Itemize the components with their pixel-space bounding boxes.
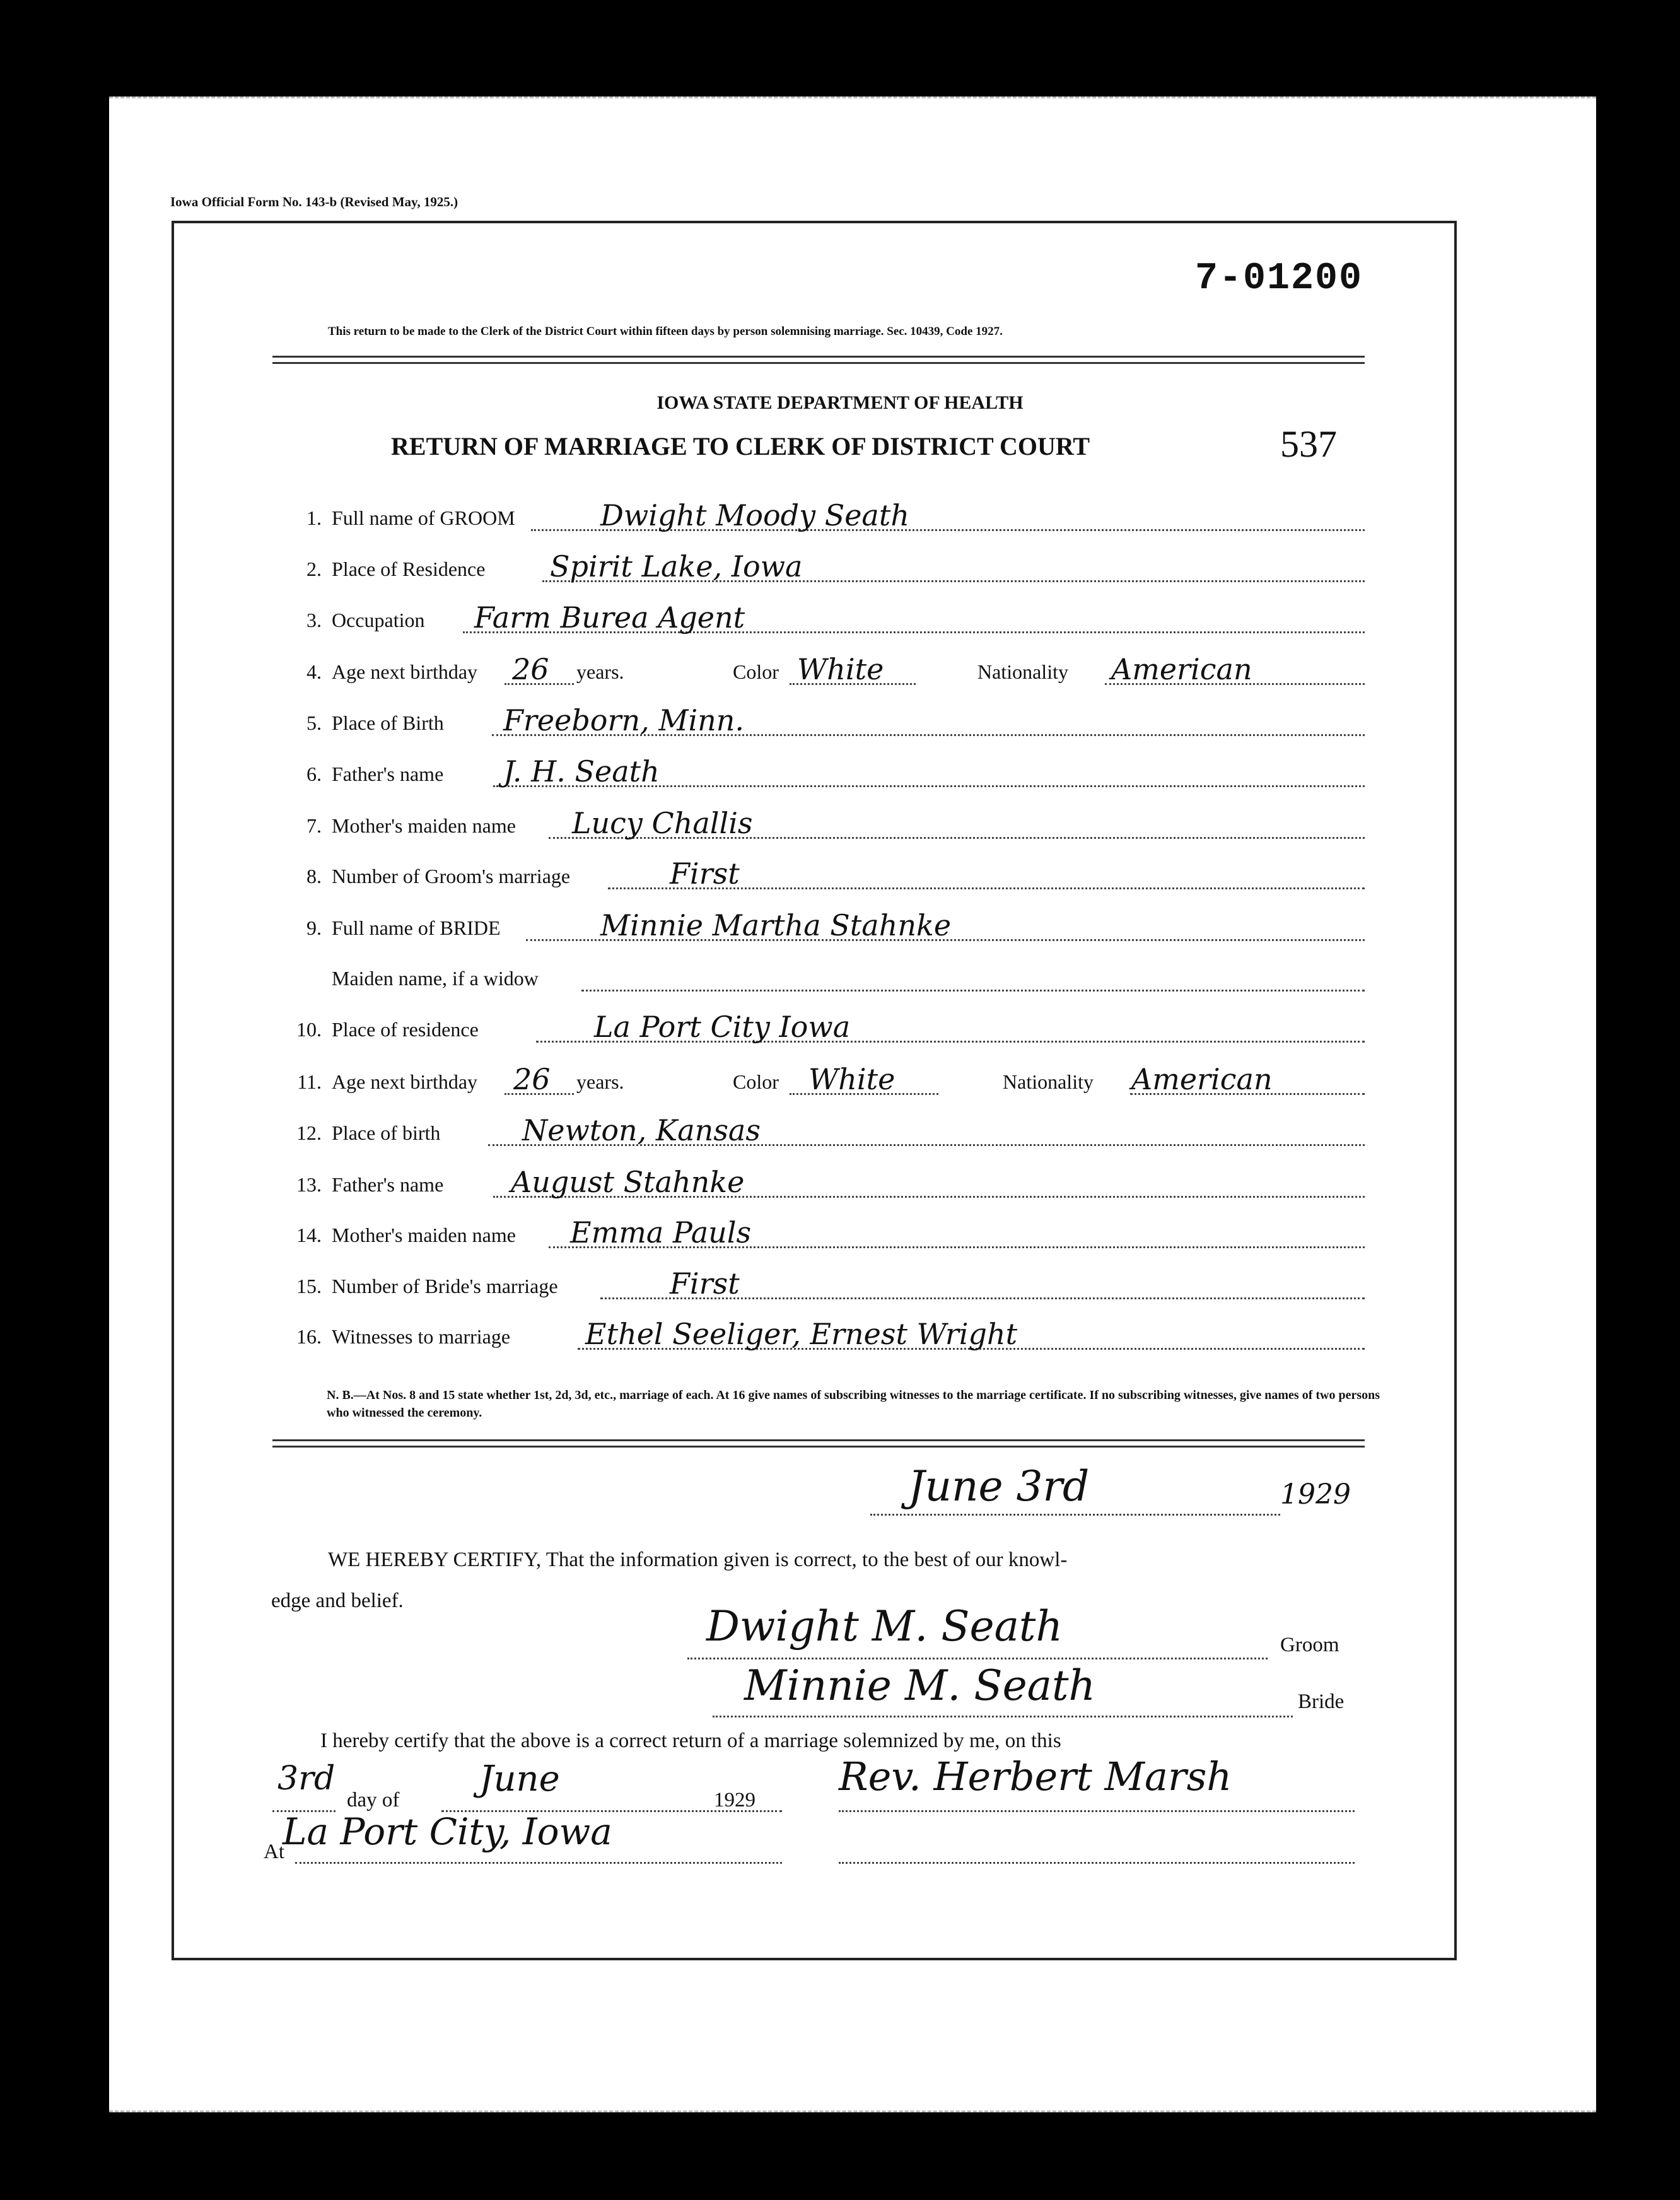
bride-name-value: Minnie Martha Stahnke <box>600 908 952 942</box>
divider-line <box>272 1439 1365 1441</box>
day-of-label: day of <box>347 1789 400 1811</box>
solemnized-year: 1929 <box>714 1789 755 1811</box>
bride-color-value: White <box>808 1062 895 1096</box>
form-number: Iowa Official Form No. 143-b (Revised May, 1925.) <box>170 194 458 209</box>
field-bride-birthplace: 12. Place of birth Newton, Kansas <box>285 1113 1365 1151</box>
divider-line <box>272 1446 1365 1448</box>
date-year: 1929 <box>1280 1478 1351 1511</box>
bride-age-value: 26 <box>513 1062 551 1096</box>
nb-note: N. B.—At Nos. 8 and 15 state whether 1st, 2d, 3d, etc., marriage of each. At 16 give names of subscribing witnesses to the marriage certificate. If no subscribing witnesses, give names of two persons who witnessed the ceremony. <box>327 1388 1380 1420</box>
registration-number: 7-01200 <box>1195 257 1363 300</box>
bride-father-value: August Stahnke <box>511 1165 745 1199</box>
field-groom-mother: 7. Mother's maiden name Lucy Challis <box>285 806 1365 844</box>
divider-line <box>272 356 1365 358</box>
bride-signature: Minnie M. Seath <box>744 1661 1096 1710</box>
bride-nationality-value: American <box>1131 1062 1273 1096</box>
department-heading: IOWA STATE DEPARTMENT OF HEALTH <box>656 392 1024 413</box>
groom-signature: Dwight M. Seath <box>706 1602 1063 1651</box>
at-label: At <box>264 1840 284 1863</box>
filing-notice: This return to be made to the Clerk of the District Court within fifteen days by person solemnising marriage. Sec. 10439, Code 1927. <box>328 325 1003 338</box>
groom-nationality-value: American <box>1111 652 1252 686</box>
certify-text-continued: edge and belief. <box>271 1589 404 1612</box>
form-title: RETURN OF MARRIAGE TO CLERK OF DISTRICT COURT <box>391 432 1090 460</box>
groom-name-value: Dwight Moody Seath <box>600 498 909 532</box>
groom-mother-value: Lucy Challis <box>572 806 753 840</box>
certificate-number: 537 <box>1280 423 1337 465</box>
groom-marriage-number-value: First <box>670 857 740 891</box>
field-groom-father: 6. Father's name J. H. Seath <box>285 754 1365 792</box>
field-bride-mother: 14. Mother's maiden name Emma Pauls <box>285 1215 1365 1253</box>
field-groom-age: 4. Age next birthday 26 years. Color White Nationality American <box>285 652 1365 690</box>
field-bride-name: 9. Full name of BRIDE Minnie Martha Stahnke <box>285 908 1365 946</box>
bride-signature-label: Bride <box>1298 1690 1345 1713</box>
groom-color-value: White <box>797 652 884 686</box>
field-bride-father: 13. Father's name August Stahnke <box>285 1165 1365 1203</box>
field-groom-name: 1. Full name of GROOM Dwight Moody Seath <box>285 498 1365 536</box>
certify-text: WE HEREBY CERTIFY, That the information given is correct, to the best of our knowl- <box>328 1548 1068 1571</box>
solemnized-month: June <box>479 1758 560 1799</box>
field-witnesses: 16. Witnesses to marriage Ethel Seeliger, Ernest Wright <box>285 1317 1365 1355</box>
solemnized-day: 3rd <box>277 1760 335 1798</box>
groom-birthplace-value: Freeborn, Minn. <box>503 703 745 737</box>
divider-line <box>272 362 1365 364</box>
solemnized-place: La Port City, Iowa <box>283 1810 612 1853</box>
groom-occupation-value: Farm Burea Agent <box>474 600 745 635</box>
officiant-certify-text: I hereby certify that the above is a correct return of a marriage solemnized by me, on this <box>320 1729 1061 1752</box>
groom-signature-label: Groom <box>1280 1634 1339 1656</box>
field-groom-birthplace: 5. Place of Birth Freeborn, Minn. <box>285 703 1365 741</box>
bride-marriage-number-value: First <box>670 1267 740 1301</box>
date-handwritten: June 3rd <box>908 1462 1090 1511</box>
groom-father-value: J. H. Seath <box>503 754 660 788</box>
bride-birthplace-value: Newton, Kansas <box>522 1113 761 1147</box>
bride-residence-value: La Port City Iowa <box>594 1010 851 1044</box>
groom-age-value: 26 <box>512 652 549 686</box>
field-bride-marriage-number: 15. Number of Bride's marriage First <box>285 1267 1365 1304</box>
field-bride-age: 11. Age next birthday 26 years. Color White Nationality American <box>285 1062 1365 1100</box>
field-bride-widow: Maiden name, if a widow <box>285 959 1365 997</box>
field-bride-residence: 10. Place of residence La Port City Iowa <box>285 1010 1365 1048</box>
field-groom-marriage-number: 8. Number of Groom's marriage First <box>285 857 1365 894</box>
groom-residence-value: Spirit Lake, Iowa <box>550 549 803 583</box>
officiant-signature: Rev. Herbert Marsh <box>839 1753 1232 1799</box>
field-groom-occupation: 3. Occupation Farm Burea Agent <box>285 600 1365 638</box>
witnesses-value: Ethel Seeliger, Ernest Wright <box>585 1317 1018 1351</box>
field-groom-residence: 2. Place of Residence Spirit Lake, Iowa <box>285 549 1365 587</box>
bride-mother-value: Emma Pauls <box>570 1215 752 1249</box>
